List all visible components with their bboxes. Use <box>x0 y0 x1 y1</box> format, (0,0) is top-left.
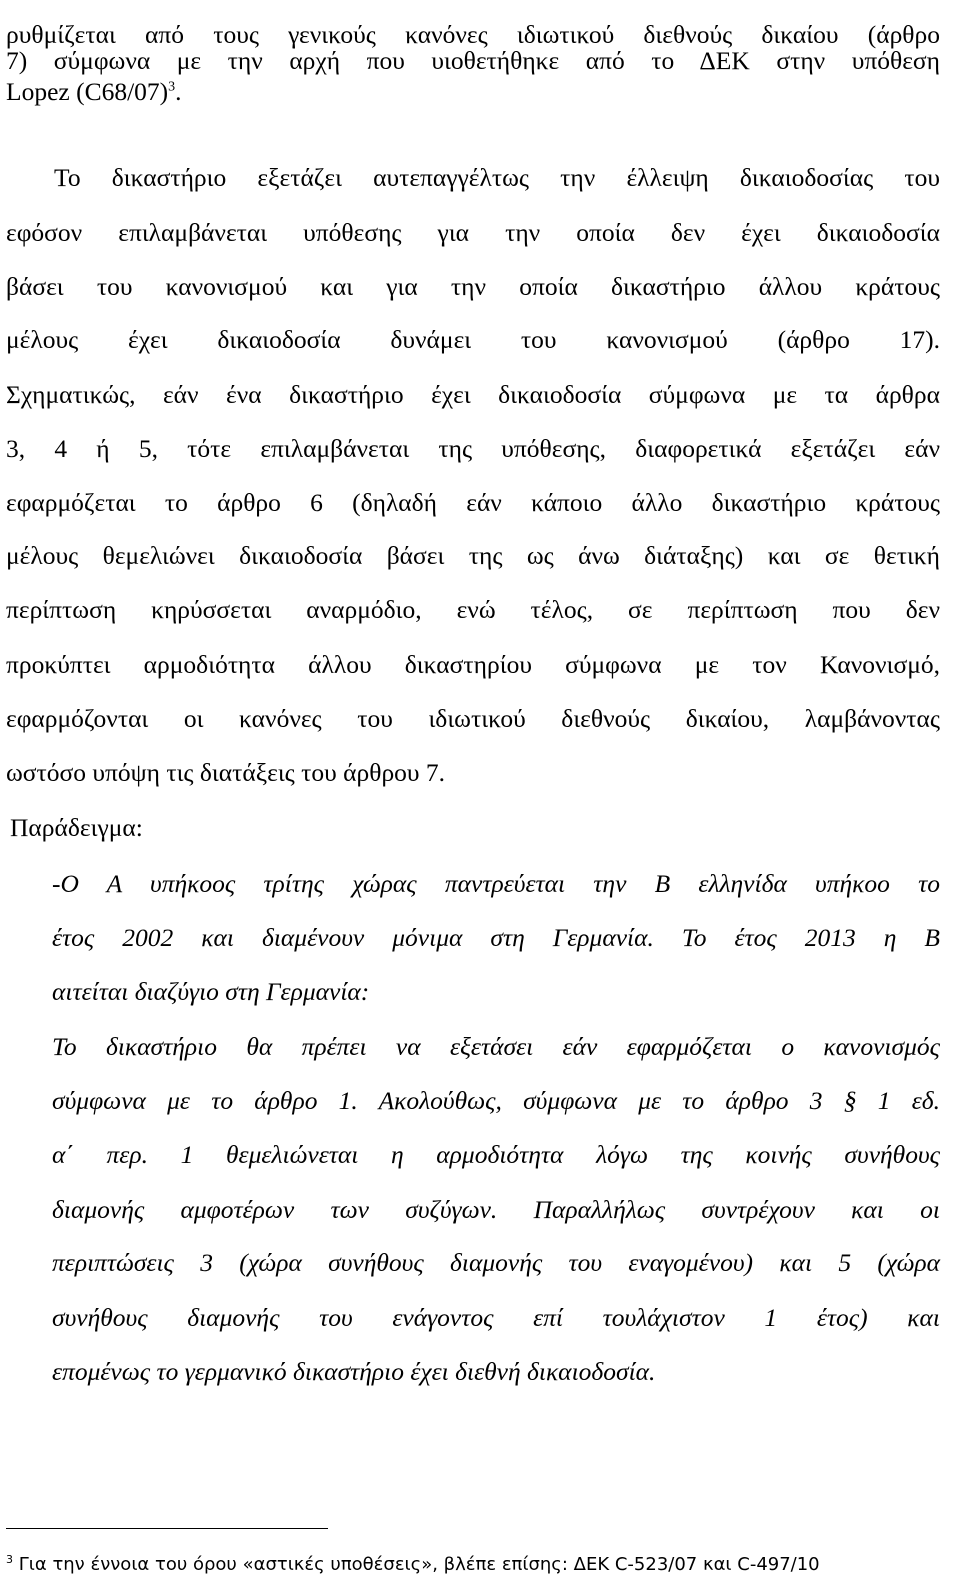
body-line-10: εφαρμόζεται το άρθρο 6 (δηλαδή εάν κάποιο άλλο δικαστήριο κράτους <box>6 488 940 517</box>
body-line-7: μέλους έχει δικαιοδοσία δυνάμει του κανονισμού (άρθρο 17). <box>6 325 940 354</box>
body-line-6: βάσει του κανονισμού και για την οποία δικαστήριο άλλου κράτους <box>6 272 940 301</box>
example-line-4: Το δικαστήριο θα πρέπει να εξετάσει εάν εφαρμόζεται ο κανονισμός <box>52 1032 940 1061</box>
example-line-6: α΄ περ. 1 θεμελιώνεται η αρμοδιότητα λόγω της κοινής συνήθους <box>52 1140 940 1169</box>
body-line-8: Σχηματικώς, εάν ένα δικαστήριο έχει δικαιοδοσία σύμφωνα με τα άρθρα <box>6 380 940 409</box>
footnote-number: 3 <box>6 1553 13 1566</box>
body-line-12: περίπτωση κηρύσσεται αναρμόδιο, ενώ τέλος, σε περίπτωση που δεν <box>6 595 940 624</box>
body-line-3-text: Lopez (C68/07) <box>6 77 169 106</box>
body-line-11: μέλους θεμελιώνει δικαιοδοσία βάσει της ως άνω διάταξης) και σε θετική <box>6 541 940 570</box>
body-line-3-tail: . <box>175 77 182 106</box>
body-line-3 <box>6 77 940 107</box>
body-line-5: εφόσον επιλαμβάνεται υπόθεσης για την οποία δεν έχει δικαιοδοσία <box>6 218 940 247</box>
example-line-8: περιπτώσεις 3 (χώρα συνήθους διαμονής του εναγομένου) και 5 (χώρα <box>52 1248 940 1277</box>
body-line-15: ωστόσο υπόψη τις διατάξεις του άρθρου 7. <box>6 758 446 787</box>
footnote-separator <box>6 1528 328 1529</box>
body-line-4: Το δικαστήριο εξετάζει αυτεπαγγέλτως την έλλειψη δικαιοδοσίας του <box>54 163 940 192</box>
example-line-10: επομένως το γερμανικό δικαστήριο έχει διεθνή δικαιοδοσία. <box>52 1357 656 1386</box>
footnote-reference[interactable]: 3 <box>168 79 176 95</box>
example-line-5: σύμφωνα με το άρθρο 1. Ακολούθως, σύμφωνα με το άρθρο 3 § 1 εδ. <box>52 1086 940 1115</box>
body-line-9: 3, 4 ή 5, τότε επιλαμβάνεται της υπόθεσης, διαφορετικά εξετάζει εάν <box>6 434 940 463</box>
example-line-3: αιτείται διαζύγιο στη Γερμανία: <box>52 977 370 1006</box>
body-line-2: 7) σύμφωνα με την αρχή που υιοθετήθηκε από το ΔΕΚ στην υπόθεση <box>6 46 940 75</box>
body-line-13: προκύπτει αρμοδιότητα άλλου δικαστηρίου σύμφωνα με τον Κανονισμό, <box>6 650 940 679</box>
example-line-9: συνήθους διαμονής του ενάγοντος επί τουλάχιστον 1 έτος) και <box>52 1303 940 1332</box>
example-line-2: έτος 2002 και διαμένουν μόνιμα στη Γερμανία. Το έτος 2013 η Β <box>52 923 940 952</box>
footnote <box>6 1552 940 1578</box>
body-line-14: εφαρμόζονται οι κανόνες του ιδιωτικού διεθνούς δικαίου, λαμβάνοντας <box>6 704 940 733</box>
example-line-1: -Ο Α υπήκοος τρίτης χώρας παντρεύεται την Β ελληνίδα υπήκοο το <box>52 869 940 898</box>
footnote-text: Για την έννοια του όρου «αστικές υποθέσεις», βλέπε επίσης: ΔΕΚ C-523/07 και C-497/10 <box>18 1554 820 1575</box>
example-heading: Παράδειγμα: <box>10 813 143 842</box>
body-line-1: ρυθμίζεται από τους γενικούς κανόνες ιδιωτικού διεθνούς δικαίου (άρθρο <box>6 20 940 49</box>
example-line-7: διαμονής αμφοτέρων των συζύγων. Παραλλήλως συντρέχουν και οι <box>52 1195 940 1224</box>
